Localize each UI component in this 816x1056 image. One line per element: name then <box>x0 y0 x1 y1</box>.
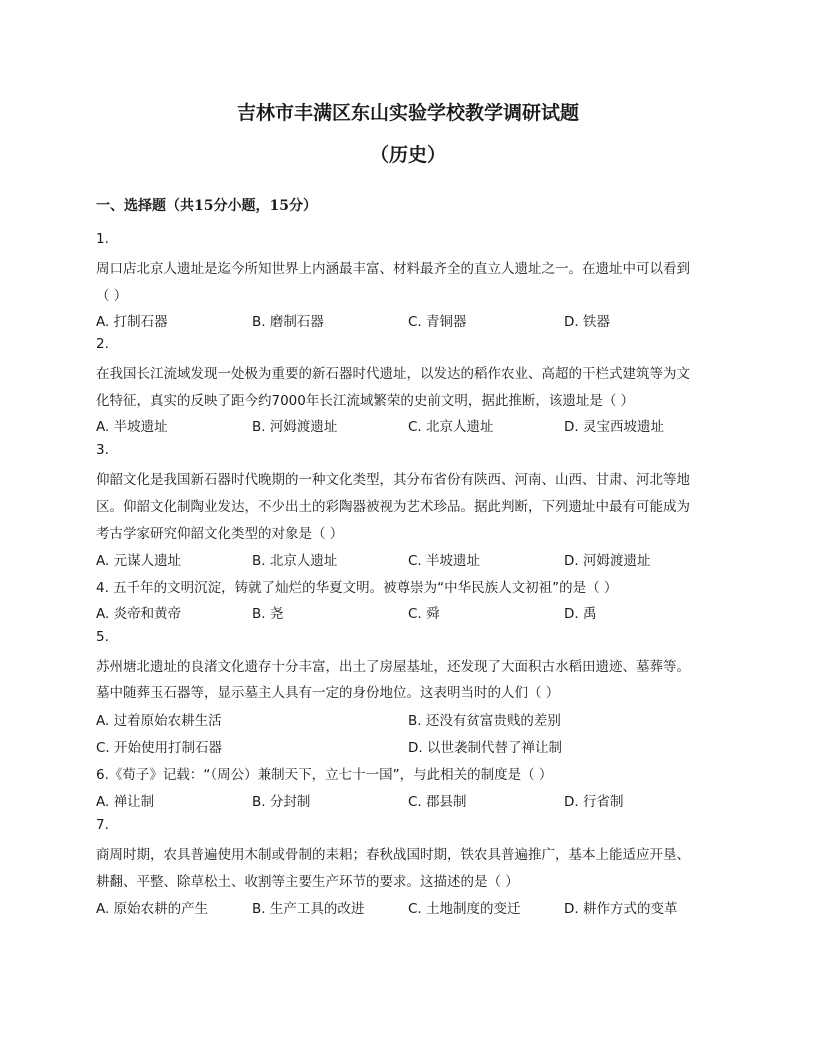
section-heading: 一、选择题（共15分小题，15分） <box>96 198 317 214</box>
question-7-option-c[interactable]: C. 土地制度的变迁 <box>408 901 521 917</box>
question-2-line-1: 在我国长江流域发现一处极为重要的新石器时代遗址，以发达的稻作农业、高超的干栏式建筑等为文 <box>96 366 690 382</box>
question-1-option-a[interactable]: A. 打制石器 <box>96 314 168 330</box>
question-6-option-b[interactable]: B. 分封制 <box>252 794 311 810</box>
question-2-line-2: 化特征，真实的反映了距今约7000年长江流域繁荣的史前文明，据此推断，该遗址是（ ） <box>96 393 635 409</box>
question-3-line-1: 仰韶文化是我国新石器时代晚期的一种文化类型，其分布省份有陕西、河南、山西、甘肃、河北等地 <box>96 472 690 488</box>
question-6-stem: 6.《荀子》记载：“（周公）兼制天下，立七十一国”，与此相关的制度是（ ） <box>96 767 553 783</box>
question-3-number: 3. <box>96 442 109 458</box>
question-1-line-2: （ ） <box>96 288 128 304</box>
question-5-line-1: 苏州塘北遗址的良渚文化遗存十分丰富，出土了房屋基址，还发现了大面积古水稻田遗迹、墓葬等。 <box>96 659 690 675</box>
question-7-line-1: 商周时期，农具普遍使用木制或骨制的耒耜；春秋战国时期，铁农具普遍推广，基本上能适应开垦、 <box>96 847 690 863</box>
question-3-option-a[interactable]: A. 元谋人遗址 <box>96 553 182 569</box>
question-2-option-a[interactable]: A. 半坡遗址 <box>96 419 168 435</box>
question-4-option-d[interactable]: D. 禹 <box>564 606 597 622</box>
question-6-option-c[interactable]: C. 郡县制 <box>408 794 467 810</box>
question-4-option-c[interactable]: C. 舜 <box>408 606 440 622</box>
question-7-option-b[interactable]: B. 生产工具的改进 <box>252 901 365 917</box>
question-2-option-d[interactable]: D. 灵宝西坡遗址 <box>564 419 664 435</box>
question-5-line-2: 墓中随葬玉石器等，显示墓主人具有一定的身份地位。这表明当时的人们（ ） <box>96 685 560 701</box>
question-2-option-c[interactable]: C. 北京人遗址 <box>408 419 494 435</box>
question-7-number: 7. <box>96 817 109 833</box>
question-7-option-a[interactable]: A. 原始农耕的产生 <box>96 901 209 917</box>
question-7-option-d[interactable]: D. 耕作方式的变革 <box>564 901 678 917</box>
page-subtitle: （历史） <box>369 144 446 166</box>
question-1-line-1: 周口店北京人遗址是迄今所知世界上内涵最丰富、材料最齐全的直立人遗址之一。在遗址中可以看到 <box>96 261 690 277</box>
question-1-option-b[interactable]: B. 磨制石器 <box>252 314 324 330</box>
page-title: 吉林市丰满区东山实验学校教学调研试题 <box>236 102 579 124</box>
question-3-line-2: 区。仰韶文化制陶业发达，不少出土的彩陶器被视为艺术珍品。据此判断，下列遗址中最有可能成为 <box>96 499 690 515</box>
question-7-line-2: 耕翻、平整、除草松土、收割等主要生产环节的要求。这描述的是（ ） <box>96 874 519 890</box>
question-5-option-b[interactable]: B. 还没有贫富贵贱的差别 <box>408 713 561 729</box>
question-4-option-a[interactable]: A. 炎帝和黄帝 <box>96 606 182 622</box>
question-5-option-a[interactable]: A. 过着原始农耕生活 <box>96 713 222 729</box>
question-2-number: 2. <box>96 336 109 352</box>
question-4-stem: 4. 五千年的文明沉淀，铸就了灿烂的华夏文明。被尊崇为“中华民族人文初祖”的是（ ） <box>96 580 618 596</box>
question-4-option-b[interactable]: B. 尧 <box>252 606 284 622</box>
question-6-option-d[interactable]: D. 行省制 <box>564 794 624 810</box>
question-3-line-3: 考古学家研究仰韶文化类型的对象是（ ） <box>96 526 344 542</box>
question-3-option-d[interactable]: D. 河姆渡遗址 <box>564 553 651 569</box>
question-2-option-b[interactable]: B. 河姆渡遗址 <box>252 419 338 435</box>
question-5-option-d[interactable]: D. 以世袭制代替了禅让制 <box>408 740 562 756</box>
question-1-option-d[interactable]: D. 铁器 <box>564 314 610 330</box>
question-3-option-c[interactable]: C. 半坡遗址 <box>408 553 481 569</box>
question-5-option-c[interactable]: C. 开始使用打制石器 <box>96 740 223 756</box>
question-1-option-c[interactable]: C. 青铜器 <box>408 314 467 330</box>
question-1-number: 1. <box>96 231 109 247</box>
question-6-option-a[interactable]: A. 禅让制 <box>96 794 155 810</box>
question-5-number: 5. <box>96 629 109 645</box>
question-3-option-b[interactable]: B. 北京人遗址 <box>252 553 338 569</box>
